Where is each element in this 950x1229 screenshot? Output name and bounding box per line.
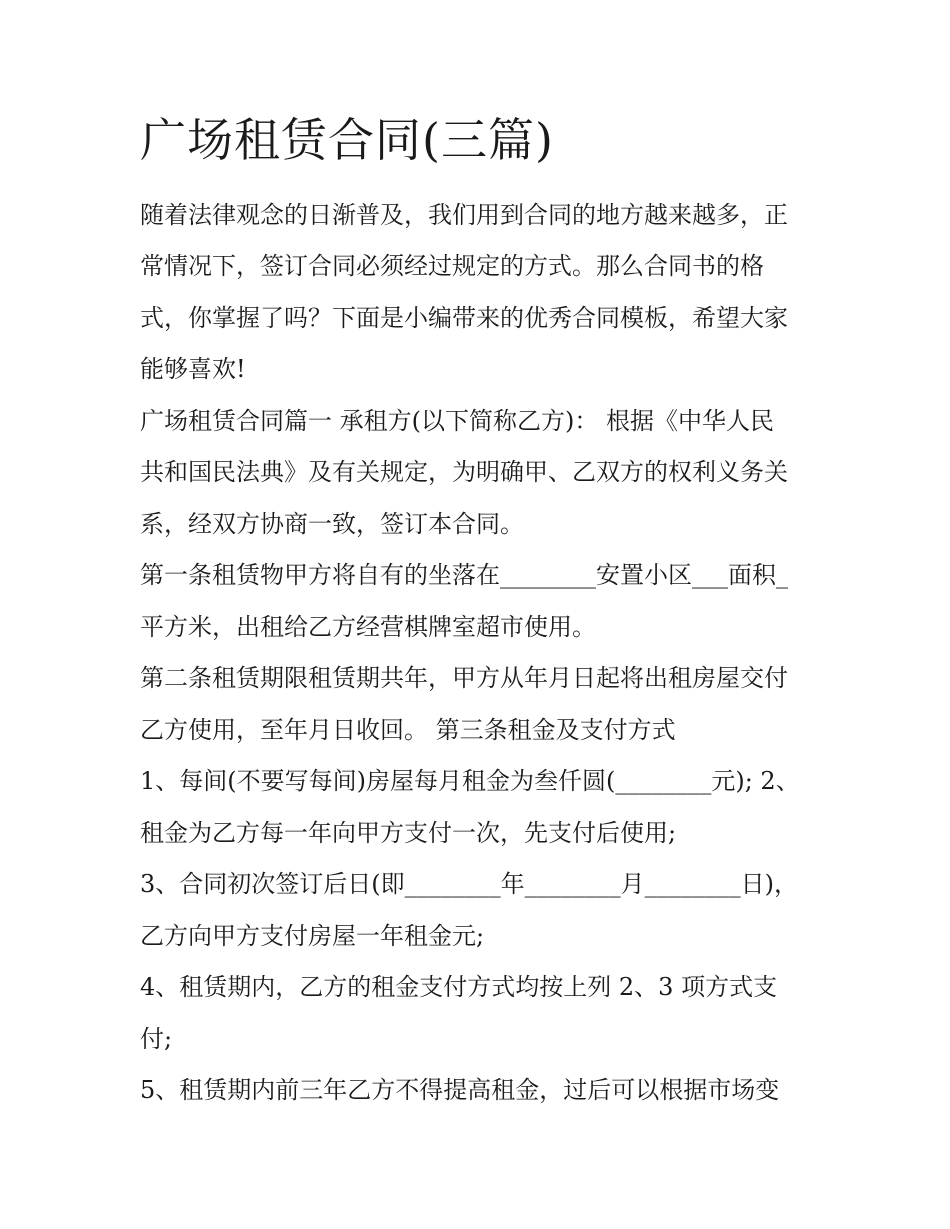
text-line: 第一条租赁物甲方将自有的坐落在________安置小区___面积_ xyxy=(140,561,788,589)
text-line: 广场租赁合同篇一 承租方(以下简称乙方)： 根据《中华人民 xyxy=(140,406,774,435)
text-line: 1、每间(不要写每间)房屋每月租金为叁仟圆(________元); 2、 xyxy=(140,767,800,795)
text-line: 5、租赁期内前三年乙方不得提高租金，过后可以根据市场变 xyxy=(140,1076,780,1104)
text-line: 乙方向甲方支付房屋一年租金元; xyxy=(140,921,485,950)
clause-4-paragraph xyxy=(140,962,820,1065)
article-2-paragraph xyxy=(140,653,820,756)
text-line: 能够喜欢! xyxy=(140,355,246,383)
text-line: 乙方使用，至年月日收回。 第三条租金及支付方式 xyxy=(140,715,676,744)
text-line: 平方米，出租给乙方经营棋牌室超市使用。 xyxy=(140,612,596,641)
text-line: 第二条租赁期限租赁期共年，甲方从年月日起将出租房屋交付 xyxy=(140,664,788,692)
intro-paragraph xyxy=(140,190,820,396)
clause-3-paragraph xyxy=(140,859,820,962)
document-body xyxy=(140,190,820,1117)
text-line: 3、合同初次签订后日(即________年________月________日)， xyxy=(140,870,798,898)
contract-preamble-paragraph xyxy=(140,396,820,551)
text-line: 式，你掌握了吗？下面是小编带来的优秀合同模板，希望大家 xyxy=(140,303,788,332)
text-line: 常情况下，签订合同必须经过规定的方式。那么合同书的格 xyxy=(140,252,764,280)
text-line: 共和国民法典》及有关规定，为明确甲、乙双方的权利义务关 xyxy=(140,458,788,486)
text-line: 4、租赁期内，乙方的租金支付方式均按上列 2、3 项方式支 xyxy=(140,973,778,1001)
document-page xyxy=(140,112,820,1117)
document-title: 广场租赁合同(三篇) xyxy=(140,113,554,167)
clause-5-paragraph xyxy=(140,1065,820,1117)
text-line: 付; xyxy=(140,1024,173,1053)
text-line: 系，经双方协商一致，签订本合同。 xyxy=(140,509,524,538)
text-line: 随着法律观念的日渐普及，我们用到合同的地方越来越多，正 xyxy=(140,200,788,229)
clause-1-paragraph xyxy=(140,756,820,859)
article-1-paragraph xyxy=(140,550,820,653)
text-line: 租金为乙方每一年向甲方支付一次，先支付后使用; xyxy=(140,818,677,847)
